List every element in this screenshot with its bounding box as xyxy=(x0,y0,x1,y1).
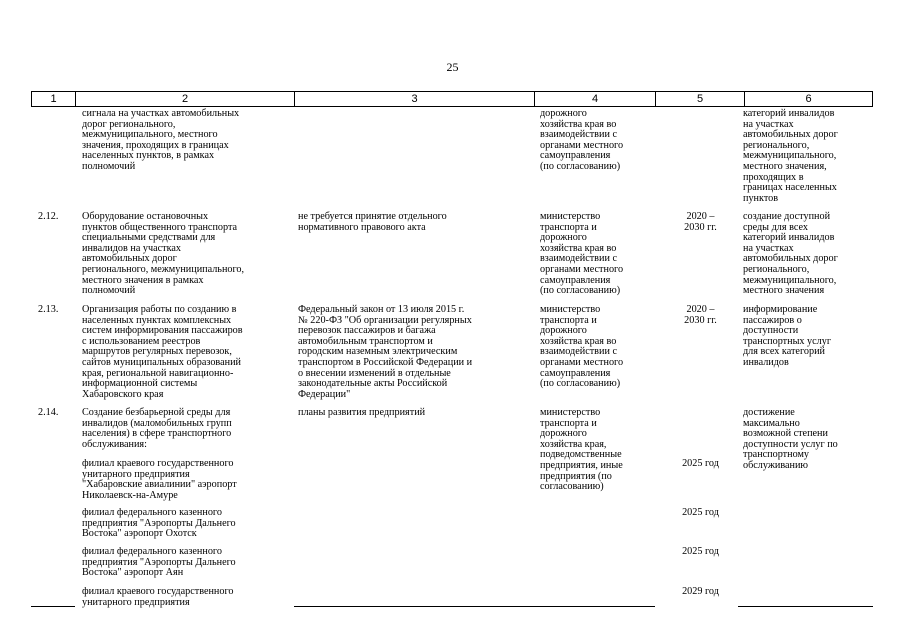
row-description: Оборудование остановочных пунктов общественного транспорта специальными средствами для инвалидов на участках автомобильных дорог регионального, межмуниципального, местного значения в рамках полномочий xyxy=(82,211,245,297)
column-header-2: 2 xyxy=(76,92,295,106)
column-header-1: 1 xyxy=(32,92,76,106)
subitem-deadline: 2025 год xyxy=(682,507,719,518)
footer-rule xyxy=(31,606,75,607)
row-legal-basis: не требуется принятие отдельного нормативного правового акта xyxy=(298,211,447,233)
row-legal-basis: Федеральный закон от 13 июля 2015 г. № 220-ФЗ "Об организации регулярных перевозок пассажиров и багажа автомобильным транспортом и городским наземным электрическим транспортом в Российской Федерации и о внесении изменений в отдельные законодательные акты Российской Федерации" xyxy=(298,304,473,400)
subitem-deadline: 2029 год xyxy=(682,586,719,597)
continued-row-result: категорий инвалидов на участках автомобильных дорог регионального, межмуниципального, местного значения, проходящих в границах населенных пунктов xyxy=(743,108,838,204)
row-result: достижение максимально возможной степени доступности услуг по транспортному обслуживанию xyxy=(743,407,838,471)
footer-rule xyxy=(294,606,655,607)
row-number: 2.14. xyxy=(38,407,59,418)
row-executor: министерство транспорта и дорожного хозяйства края во взаимодействии с органами местного самоуправления (по согласованию) xyxy=(540,304,624,390)
subitem-deadline: 2025 год xyxy=(682,458,719,469)
footer-rule xyxy=(738,606,873,607)
subitem-description: филиал федерального казенного предприятия "Аэропорты Дальнего Востока" аэропорт Аян xyxy=(82,546,236,579)
continued-row-description: сигнала на участках автомобильных дорог регионального, межмуниципального, местного значения, проходящих в границах населенных пунктов, в рамках полномочий xyxy=(82,108,240,172)
page-number: 25 xyxy=(446,60,459,74)
row-executor: министерство транспорта и дорожного хозяйства края во взаимодействии с органами местного самоуправления (по согласованию) xyxy=(540,211,624,297)
column-header-5: 5 xyxy=(656,92,745,106)
subitem-description: филиал федерального казенного предприятия "Аэропорты Дальнего Востока" аэропорт Охотск xyxy=(82,507,236,540)
column-header-4: 4 xyxy=(535,92,656,106)
row-description: Создание безбарьерной среды для инвалидов (маломобильных групп населения) в сфере транспортного обслуживания: xyxy=(82,407,232,450)
row-result: создание доступной среды для всех категорий инвалидов на участках автомобильных дорог регионального, межмуниципального, местного значения xyxy=(743,211,838,297)
column-header-6: 6 xyxy=(805,93,812,105)
table-header-row xyxy=(31,91,873,107)
row-number: 2.12. xyxy=(38,211,59,222)
subitem-description: филиал краевого государственного унитарного предприятия "Хабаровские авиалинии" аэропорт Николаевск-на-Амуре xyxy=(82,458,237,501)
row-deadline: 2020 – 2030 гг. xyxy=(684,211,717,233)
row-executor: министерство транспорта и дорожного хозяйства края, подведомственные предприятия, иные предприятия (по согласованию) xyxy=(540,407,623,493)
subitem-description: филиал краевого государственного унитарного предприятия xyxy=(82,586,234,608)
column-header-3: 3 xyxy=(295,92,535,106)
row-result: информирование пассажиров о доступности транспортных услуг для всех категорий инвалидов xyxy=(743,304,832,368)
row-number: 2.13. xyxy=(38,304,59,315)
row-legal-basis: планы развития предприятий xyxy=(298,407,426,418)
row-description: Организация работы по созданию в населенных пунктах комплексных систем информирования пассажиров с использованием реестров маршрутов регулярных перевозок, сайтов муниципальных образований края, региональной навигационно- информационной системы Хабаровского края xyxy=(82,304,243,400)
continued-row-executor: дорожного хозяйства края во взаимодействии с органами местного самоуправления (по согласованию) xyxy=(540,108,624,172)
subitem-deadline: 2025 год xyxy=(682,546,719,557)
row-deadline: 2020 – 2030 гг. xyxy=(684,304,717,326)
